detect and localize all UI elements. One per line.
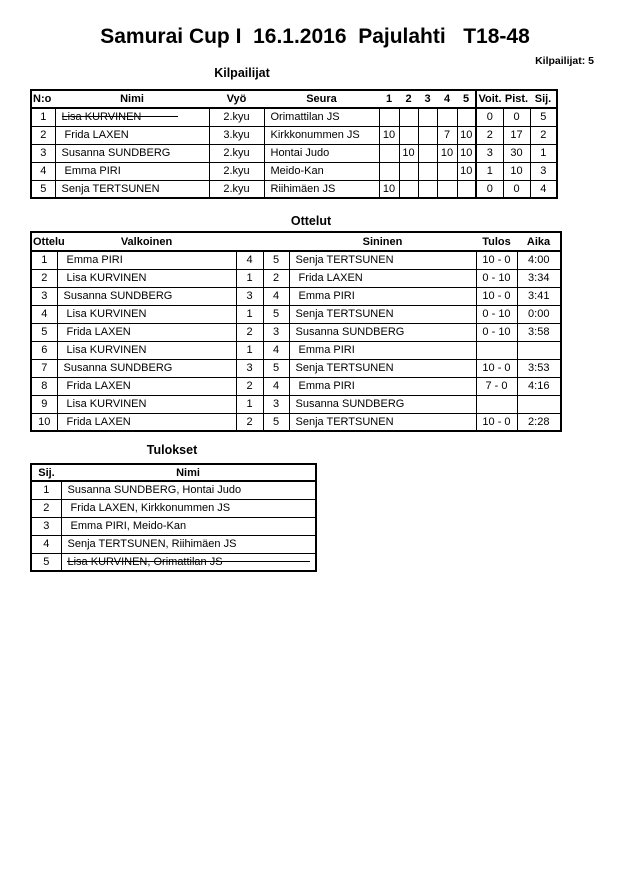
cell-score2: 10 [399,144,418,162]
col-header-nimi: Nimi [61,464,316,481]
result-row [31,535,316,553]
cell-blue-no: 4 [263,341,289,359]
result-row [31,481,316,499]
competitor-row [31,126,557,144]
cell-white-name: Susanna SUNDBERG [57,287,236,305]
cell-seura: Kirkkonummen JS [264,126,379,144]
col-header-tulos: Tulos [476,232,517,251]
cell-match-no: 6 [31,341,57,359]
cell-blue-name: Frida LAXEN [289,269,476,287]
cell-score5: 10 [457,162,476,180]
cell-place: 1 [31,481,61,499]
cell-sij: 5 [530,108,557,126]
col-header-no: N:o [31,90,55,108]
match-row [31,395,561,413]
competitors-table [30,89,558,199]
result-row [31,553,316,571]
cell-no: 4 [31,162,55,180]
cell-score1: 10 [379,180,399,198]
cell-score1 [379,162,399,180]
cell-result: 10 - 0 [476,359,517,377]
cell-score5: 10 [457,144,476,162]
col-header-sij: Sij. [31,464,61,481]
table-header-row [31,90,557,108]
col-header-ottelu: Ottelu [31,232,57,251]
cell-vyo: 2.kyu [209,180,264,198]
cell-white-name: Emma PIRI [57,251,236,269]
cell-vyo: 2.kyu [209,144,264,162]
cell-vyo: 2.kyu [209,162,264,180]
cell-pist: 0 [503,180,530,198]
cell-nimi: Susanna SUNDBERG [55,144,209,162]
cell-no: 5 [31,180,55,198]
cell-result: 10 - 0 [476,287,517,305]
cell-white-name: Lisa KURVINEN [57,395,236,413]
cell-blue-no: 4 [263,377,289,395]
section-heading-ottelut: Ottelut [290,214,332,228]
cell-white-name: Lisa KURVINEN [57,305,236,323]
matches-table [30,231,562,432]
cell-sij: 1 [530,144,557,162]
cell-score4: 7 [437,126,457,144]
cell-score4 [437,180,457,198]
page-title: Samurai Cup I 16.1.2016 Pajulahti T18-48 [100,25,530,48]
cell-seura: Orimattilan JS [264,108,379,126]
cell-blue-no: 4 [263,287,289,305]
result-row [31,517,316,535]
cell-white-name: Frida LAXEN [57,377,236,395]
col-header-match4: 4 [437,90,457,108]
cell-white-no: 2 [236,413,263,431]
col-header-seura: Seura [264,90,379,108]
cell-blue-name: Susanna SUNDBERG [289,323,476,341]
match-row [31,269,561,287]
match-row [31,341,561,359]
cell-score3 [418,108,437,126]
cell-score2 [399,126,418,144]
competitor-row [31,144,557,162]
col-header-spacer1 [236,232,263,251]
cell-match-no: 4 [31,305,57,323]
cell-score5 [457,180,476,198]
cell-white-name: Frida LAXEN [57,413,236,431]
cell-time: 3:34 [517,269,561,287]
cell-match-no: 2 [31,269,57,287]
cell-score1 [379,144,399,162]
section-heading-tulokset: Tulokset [146,443,198,457]
cell-sij: 4 [530,180,557,198]
cell-score4 [437,108,457,126]
cell-blue-name: Senja TERTSUNEN [289,305,476,323]
cell-score2 [399,180,418,198]
cell-white-name: Lisa KURVINEN [57,341,236,359]
competitors-count-label: Kilpailijat: 5 [535,55,594,67]
cell-blue-name: Senja TERTSUNEN [289,359,476,377]
table-header-row [31,232,561,251]
cell-voit: 2 [476,126,503,144]
cell-nimi: Senja TERTSUNEN [55,180,209,198]
cell-blue-no: 2 [263,269,289,287]
cell-score2 [399,162,418,180]
match-row [31,305,561,323]
col-header-valkoinen: Valkoinen [57,232,236,251]
cell-score2 [399,108,418,126]
col-header-voit: Voit. [476,90,503,108]
cell-blue-no: 3 [263,323,289,341]
cell-voit: 1 [476,162,503,180]
cell-white-no: 2 [236,377,263,395]
col-header-match5: 5 [457,90,476,108]
cell-score4: 10 [437,144,457,162]
cell-pist: 0 [503,108,530,126]
competitor-row [31,162,557,180]
cell-pist: 10 [503,162,530,180]
cell-seura: Meido-Kan [264,162,379,180]
cell-time: 4:00 [517,251,561,269]
cell-result [476,395,517,413]
cell-blue-no: 5 [263,305,289,323]
cell-blue-name: Emma PIRI [289,341,476,359]
cell-no: 1 [31,108,55,126]
cell-white-no: 1 [236,305,263,323]
cell-time: 2:28 [517,413,561,431]
cell-score1 [379,108,399,126]
cell-pist: 30 [503,144,530,162]
col-header-match2: 2 [399,90,418,108]
result-row [31,499,316,517]
cell-white-name: Susanna SUNDBERG [57,359,236,377]
cell-blue-no: 5 [263,359,289,377]
competitor-row [31,108,557,126]
cell-place: 5 [31,553,61,571]
match-row [31,323,561,341]
cell-no: 2 [31,126,55,144]
col-header-match1: 1 [379,90,399,108]
cell-blue-no: 3 [263,395,289,413]
col-header-spacer2 [263,232,289,251]
cell-name-club: Frida LAXEN, Kirkkonummen JS [61,499,316,517]
cell-blue-name: Senja TERTSUNEN [289,413,476,431]
cell-blue-name: Susanna SUNDBERG [289,395,476,413]
cell-result: 10 - 0 [476,413,517,431]
cell-white-no: 1 [236,395,263,413]
competitor-row [31,180,557,198]
cell-voit: 3 [476,144,503,162]
cell-blue-no: 5 [263,251,289,269]
match-row [31,413,561,431]
cell-score3 [418,126,437,144]
cell-result [476,341,517,359]
cell-time: 3:41 [517,287,561,305]
cell-pist: 17 [503,126,530,144]
cell-white-no: 4 [236,251,263,269]
cell-score3 [418,162,437,180]
cell-score3 [418,144,437,162]
table-header-row [31,464,316,481]
cell-blue-name: Emma PIRI [289,287,476,305]
cell-time [517,341,561,359]
cell-time: 4:16 [517,377,561,395]
col-header-nimi: Nimi [55,90,209,108]
col-header-pist: Pist. [503,90,530,108]
match-row [31,251,561,269]
cell-place: 4 [31,535,61,553]
cell-seura: Riihimäen JS [264,180,379,198]
cell-white-name: Frida LAXEN [57,323,236,341]
cell-match-no: 1 [31,251,57,269]
cell-name-club: Senja TERTSUNEN, Riihimäen JS [61,535,316,553]
cell-time: 3:58 [517,323,561,341]
cell-name-club: Emma PIRI, Meido-Kan [61,517,316,535]
cell-blue-name: Emma PIRI [289,377,476,395]
cell-match-no: 10 [31,413,57,431]
cell-match-no: 5 [31,323,57,341]
cell-match-no: 7 [31,359,57,377]
cell-time [517,395,561,413]
cell-name-club: Susanna SUNDBERG, Hontai Judo [61,481,316,499]
cell-time: 0:00 [517,305,561,323]
cell-place: 2 [31,499,61,517]
cell-match-no: 8 [31,377,57,395]
cell-time: 3:53 [517,359,561,377]
cell-sij: 3 [530,162,557,180]
cell-name-club-struck: Lisa KURVINEN, Orimattilan JS [61,553,316,571]
cell-white-no: 1 [236,341,263,359]
cell-place: 3 [31,517,61,535]
cell-result: 0 - 10 [476,305,517,323]
col-header-vyo: Vyö [209,90,264,108]
cell-vyo: 2.kyu [209,108,264,126]
cell-sij: 2 [530,126,557,144]
cell-vyo: 3.kyu [209,126,264,144]
cell-nimi-struck: Lisa KURVINEN [55,108,209,126]
cell-score5: 10 [457,126,476,144]
cell-match-no: 9 [31,395,57,413]
match-row [31,377,561,395]
match-row [31,359,561,377]
cell-white-no: 1 [236,269,263,287]
cell-score1: 10 [379,126,399,144]
section-heading-kilpailijat: Kilpailijat [214,66,270,80]
col-header-aika: Aika [517,232,561,251]
cell-match-no: 3 [31,287,57,305]
cell-blue-no: 5 [263,413,289,431]
cell-result: 0 - 10 [476,269,517,287]
cell-score3 [418,180,437,198]
cell-white-no: 2 [236,323,263,341]
cell-nimi: Emma PIRI [55,162,209,180]
cell-seura: Hontai Judo [264,144,379,162]
cell-blue-name: Senja TERTSUNEN [289,251,476,269]
cell-score4 [437,162,457,180]
cell-voit: 0 [476,180,503,198]
cell-result: 10 - 0 [476,251,517,269]
cell-nimi: Frida LAXEN [55,126,209,144]
cell-white-name: Lisa KURVINEN [57,269,236,287]
cell-no: 3 [31,144,55,162]
cell-score5 [457,108,476,126]
cell-voit: 0 [476,108,503,126]
results-table [30,463,317,572]
cell-result: 0 - 10 [476,323,517,341]
col-header-sij: Sij. [530,90,557,108]
match-row [31,287,561,305]
cell-result: 7 - 0 [476,377,517,395]
cell-white-no: 3 [236,359,263,377]
cell-white-no: 3 [236,287,263,305]
col-header-sininen: Sininen [289,232,476,251]
col-header-match3: 3 [418,90,437,108]
